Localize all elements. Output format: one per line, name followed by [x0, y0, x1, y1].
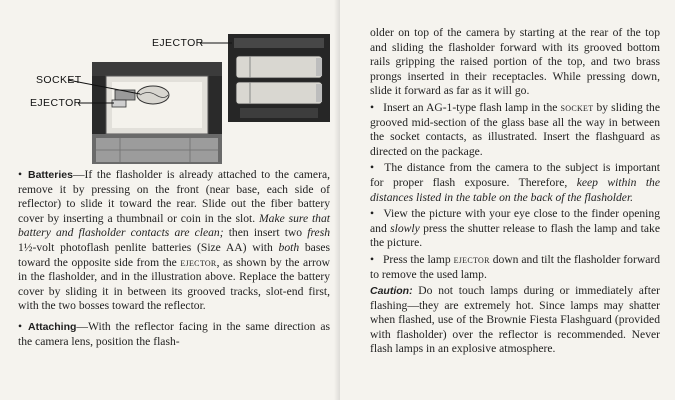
text-run: View the picture with your eye close to the finder opening and: [370, 207, 660, 235]
ejector-label-top: EJECTOR: [152, 37, 204, 49]
text-run-smallcaps: ejector: [180, 255, 217, 269]
attaching-paragraph: [18, 320, 330, 349]
ejector-label-left: EJECTOR: [30, 97, 82, 109]
bullet: •: [370, 252, 375, 266]
text-run-italic: both: [278, 240, 300, 254]
text-run: , as shown by the arrow in the flasholder, and in the illustration above. Replace the battery cover by sliding it in between its grooved tracks, slot-end first, with the two bosses toward the reflector.: [18, 255, 330, 313]
text-run-smallcaps: ejector: [453, 252, 490, 266]
text-run-italic: fresh: [307, 226, 331, 240]
text-run: Insert an AG-1-type flash lamp in the: [380, 100, 561, 114]
bullet: •: [370, 100, 375, 114]
text-run-italic: Make sure that battery and flasholder contacts are clean;: [18, 211, 330, 240]
battery-compartment: [228, 34, 330, 122]
text-run-italic: slowly: [390, 221, 420, 235]
batteries-heading: Batteries: [28, 169, 73, 181]
left-page-text: [18, 168, 330, 351]
text-run: down and tilt the flasholder forward to remove the used lamp.: [370, 252, 660, 281]
text-run-smallcaps: socket: [560, 100, 594, 114]
text-run: Do not touch lamps during or immediately after flashing—they are extremely hot. Since lamps may shatter when flashed, use of the Brownie Fiesta Flashguard (provided with flasholder) over the reflector is recommended. Never flash lamps in an explosive atmosphere.: [370, 284, 660, 356]
text-run: The distance from the camera to the subject is important for proper flash exposure. Therefore,: [370, 161, 660, 189]
attaching-continued-paragraph: [370, 26, 660, 99]
bullet: •: [18, 168, 23, 181]
socket-label: SOCKET: [36, 74, 82, 86]
bullet: •: [370, 207, 375, 221]
right-page: [340, 0, 675, 400]
batteries-paragraph: [18, 168, 330, 314]
attaching-heading: Attaching: [28, 320, 77, 333]
bullet: •: [370, 161, 375, 175]
right-page-text: [370, 26, 660, 359]
text-run: press the shutter release to flash the lamp and take the picture.: [370, 221, 660, 250]
text-run: then insert two: [223, 226, 308, 240]
text-run: bases toward the opposite side from the: [18, 240, 330, 269]
view-picture-paragraph: [370, 207, 660, 251]
text-run: —With the reflector facing in the same direction as the camera lens, position the flash-: [18, 319, 330, 348]
ejector-button-front: [112, 100, 126, 107]
bullet: •: [18, 319, 23, 333]
text-run: —If the flasholder is already attached to the camera, remove it by pressing on the front (near base, each side of reflector) to slide it toward the rear. Slide out the fiber battery cover by inserting a thumbnail or coin in the slot.: [18, 168, 330, 225]
text-run: 1½-volt photoflash penlite batteries (Size AA) with: [18, 240, 279, 254]
text-run-italic: keep within the distances listed in the table on the back of the flasholder.: [370, 175, 660, 204]
flasholder-body: [92, 62, 222, 164]
eject-lamp-paragraph: [370, 253, 660, 282]
text-run: by sliding the grooved mid-section of the glass base all the way in between the socket contacts, as illustrated. Insert the flashguard as directed on the package.: [370, 100, 660, 158]
distance-paragraph: [370, 161, 660, 205]
insert-lamp-paragraph: [370, 101, 660, 159]
text-run: Press the lamp: [380, 252, 454, 266]
caution-paragraph: [370, 284, 660, 357]
text-run: older on top of the camera by starting at the rear of the top and sliding the flasholder forward with its grooved bottom rails gripping the raised portion of the top, and two brass prongs inserted in their receptacles. While pressing down, slide it forward as far as it will go.: [370, 26, 660, 98]
caution-heading: Caution:: [370, 285, 413, 298]
